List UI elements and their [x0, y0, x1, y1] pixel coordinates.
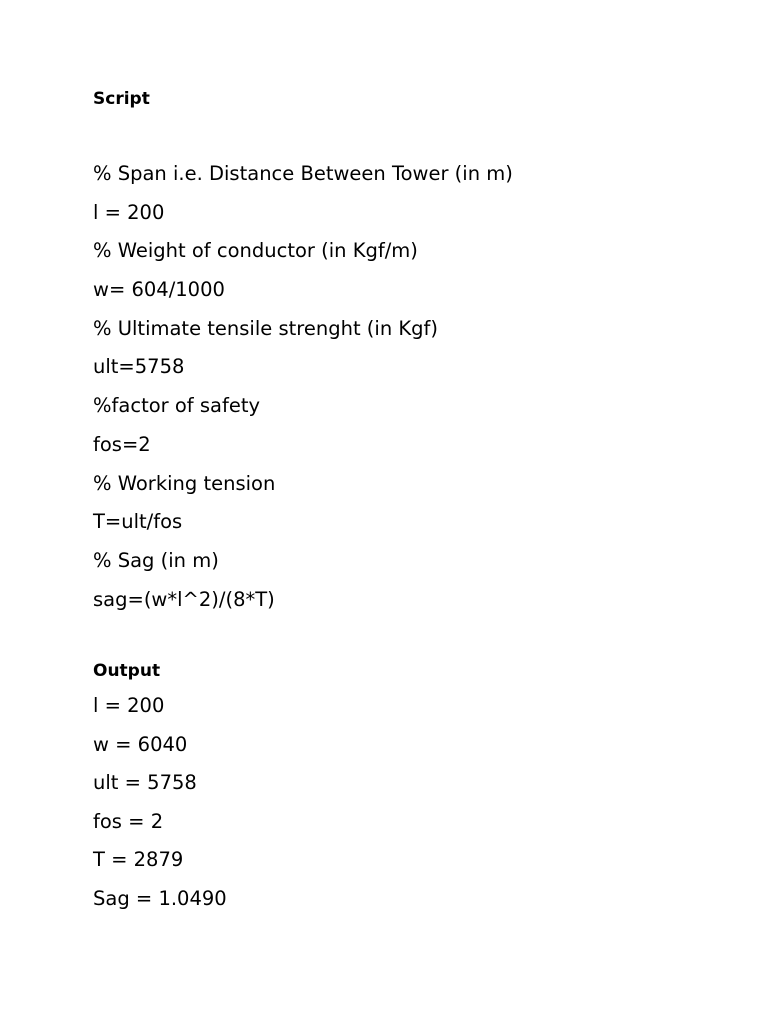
output-line: fos = 2 [93, 809, 164, 833]
script-line: % Span i.e. Distance Between Tower (in m) [93, 162, 513, 185]
script-line: %factor of safety [93, 394, 261, 418]
script-section [93, 89, 733, 627]
script-line: ult=5758 [93, 355, 185, 379]
script-line: % Working tension [93, 471, 276, 495]
script-line: T=ult/fos [93, 510, 183, 534]
output-lines [93, 695, 733, 910]
output-heading: Output [93, 661, 161, 681]
output-line: l = 200 [93, 694, 165, 717]
output-line: T = 2879 [93, 848, 184, 872]
output-section [93, 661, 733, 927]
output-line: w = 6040 [93, 732, 188, 756]
script-line: % Ultimate tensile strenght (in Kgf) [93, 316, 439, 340]
script-line: l = 200 [93, 200, 165, 224]
script-line: % Weight of conductor (in Kgf/m) [93, 239, 418, 263]
script-line: w= 604/1000 [93, 278, 225, 302]
script-heading: Script [93, 89, 150, 109]
script-line: % Sag (in m) [93, 548, 219, 572]
script-line: fos=2 [93, 432, 151, 456]
script-line: sag=(w*l^2)/(8*T) [93, 587, 275, 611]
script-lines [93, 163, 733, 611]
output-line: ult = 5758 [93, 771, 197, 795]
output-line: Sag = 1.0490 [93, 886, 227, 910]
